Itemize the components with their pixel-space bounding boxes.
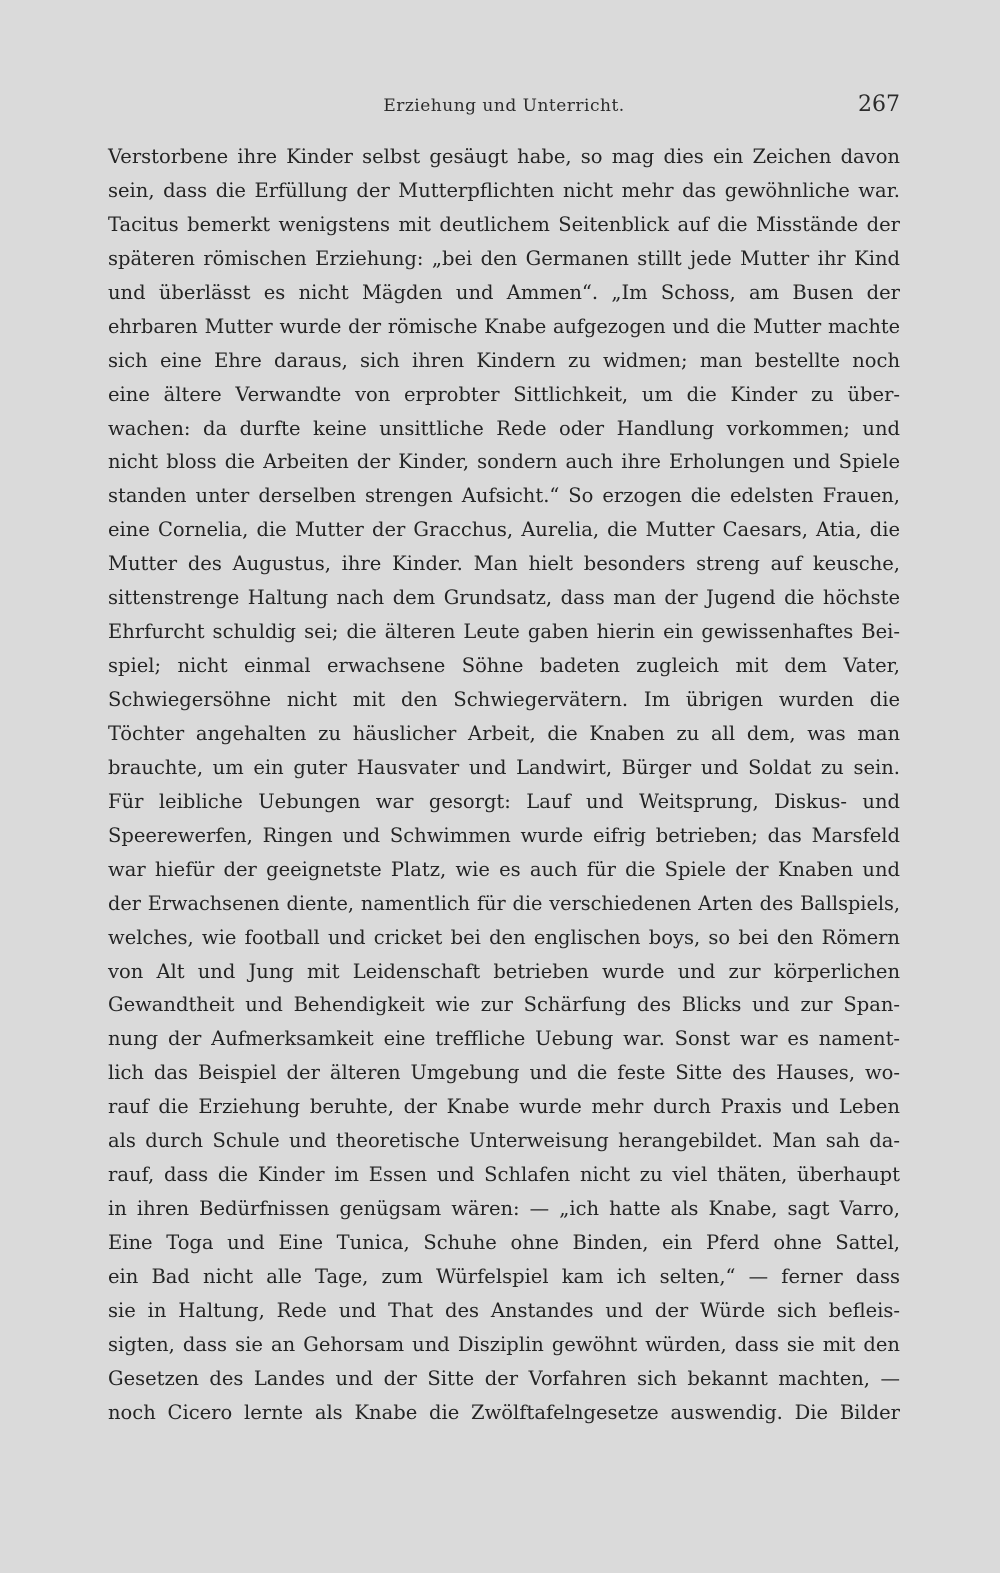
text-line: Ehrfurcht schuldig sei; die älteren Leute gaben hierin ein gewissenhaftes Bei-: [108, 620, 900, 644]
running-head: [108, 92, 900, 122]
text-line: Eine Toga und Eine Tunica, Schuhe ohne Binden, ein Pferd ohne Sattel,: [108, 1231, 900, 1254]
text-line: sittenstrenge Haltung nach dem Grundsatz, dass man der Jugend die höchste: [108, 586, 900, 610]
text-line: Speerewerfen, Ringen und Schwimmen wurde eifrig betrieben; das Marsfeld: [108, 823, 900, 847]
text-line: noch Cicero lernte als Knabe die Zwölftafelngesetze auswendig. Die Bilder: [108, 1400, 900, 1424]
text-line: Gesetzen des Landes und der Sitte der Vorfahren sich bekannt machten, —: [108, 1366, 900, 1390]
text-line: Für leibliche Uebungen war gesorgt: Lauf und Weitsprung, Diskus- und: [108, 789, 900, 813]
text-line: von Alt und Jung mit Leidenschaft betrieben wurde und zur körperlichen: [108, 959, 900, 983]
text-line: Töchter angehalten zu häuslicher Arbeit, die Knaben zu all dem, was man: [108, 721, 900, 745]
text-line: ein Bad nicht alle Tage, zum Würfelspiel kam ich selten,“ — ferner dass: [108, 1264, 900, 1288]
text-line: standen unter derselben strengen Aufsicht.“ So erzogen die edelsten Frauen,: [108, 484, 900, 508]
text-line: nicht bloss die Arbeiten der Kinder, sondern auch ihre Erholungen und Spiele: [108, 450, 900, 474]
page-number: 267: [858, 92, 900, 117]
text-line: eine Cornelia, die Mutter der Gracchus, Aurelia, die Mutter Caesars, Atia, die: [108, 518, 900, 542]
text-line: rauf, dass die Kinder im Essen und Schlafen nicht zu viel thäten, überhaupt: [108, 1163, 900, 1187]
text-line: spiel; nicht einmal erwachsene Söhne badeten zugleich mit dem Vater,: [108, 654, 900, 678]
text-line: und überlässt es nicht Mägden und Ammen“. „Im Schoss, am Busen der: [108, 280, 900, 304]
text-line: späteren römischen Erziehung: „bei den Germanen stillt jede Mutter ihr Kind: [108, 246, 900, 270]
text-line: ehrbaren Mutter wurde der römische Knabe aufgezogen und die Mutter machte: [108, 314, 900, 338]
text-line: sie in Haltung, Rede und That des Anstandes und der Würde sich befleis-: [108, 1298, 900, 1322]
text-line: Verstorbene ihre Kinder selbst gesäugt habe, so mag dies ein Zeichen davon: [108, 145, 900, 168]
text-line: sigten, dass sie an Gehorsam und Disziplin gewöhnt würden, dass sie mit den: [108, 1332, 900, 1356]
text-line: als durch Schule und theoretische Unterweisung herangebildet. Man sah da-: [108, 1129, 900, 1153]
text-line: brauchte, um ein guter Hausvater und Landwirt, Bürger und Soldat zu sein.: [108, 755, 900, 779]
text-line: sich eine Ehre daraus, sich ihren Kindern zu widmen; man bestellte noch: [108, 348, 900, 372]
text-line: Tacitus bemerkt wenigstens mit deutlichem Seitenblick auf die Misstände der: [108, 212, 900, 236]
text-line: rauf die Erziehung beruhte, der Knabe wurde mehr durch Praxis und Leben: [108, 1095, 900, 1119]
text-line: welches, wie football und cricket bei den englischen boys, so bei den Römern: [108, 925, 900, 949]
text-line: Mutter des Augustus, ihre Kinder. Man hielt besonders streng auf keusche,: [108, 552, 900, 576]
text-line: wachen: da durfte keine unsittliche Rede oder Handlung vorkommen; und: [108, 416, 900, 440]
text-line: nung der Aufmerksamkeit eine treffliche Uebung war. Sonst war es nament-: [108, 1027, 900, 1051]
body-text: [108, 140, 900, 1430]
text-line: der Erwachsenen diente, namentlich für die verschiedenen Arten des Ballspiels,: [108, 891, 900, 915]
text-line: Gewandtheit und Behendigkeit wie zur Schärfung des Blicks und zur Span-: [108, 993, 900, 1017]
text-line: war hiefür der geeignetste Platz, wie es auch für die Spiele der Knaben und: [108, 857, 900, 881]
text-line: in ihren Bedürfnissen genügsam wären: — „ich hatte als Knabe, sagt Varro,: [108, 1197, 900, 1221]
text-line: lich das Beispiel der älteren Umgebung und die feste Sitte des Hauses, wo-: [108, 1061, 900, 1085]
text-line: sein, dass die Erfüllung der Mutterpflichten nicht mehr das gewöhnliche war.: [108, 178, 900, 202]
running-title: Erziehung und Unterricht.: [383, 96, 625, 116]
text-line: Schwiegersöhne nicht mit den Schwiegervätern. Im übrigen wurden die: [108, 688, 900, 711]
text-line: eine ältere Verwandte von erprobter Sittlichkeit, um die Kinder zu über-: [108, 382, 900, 406]
